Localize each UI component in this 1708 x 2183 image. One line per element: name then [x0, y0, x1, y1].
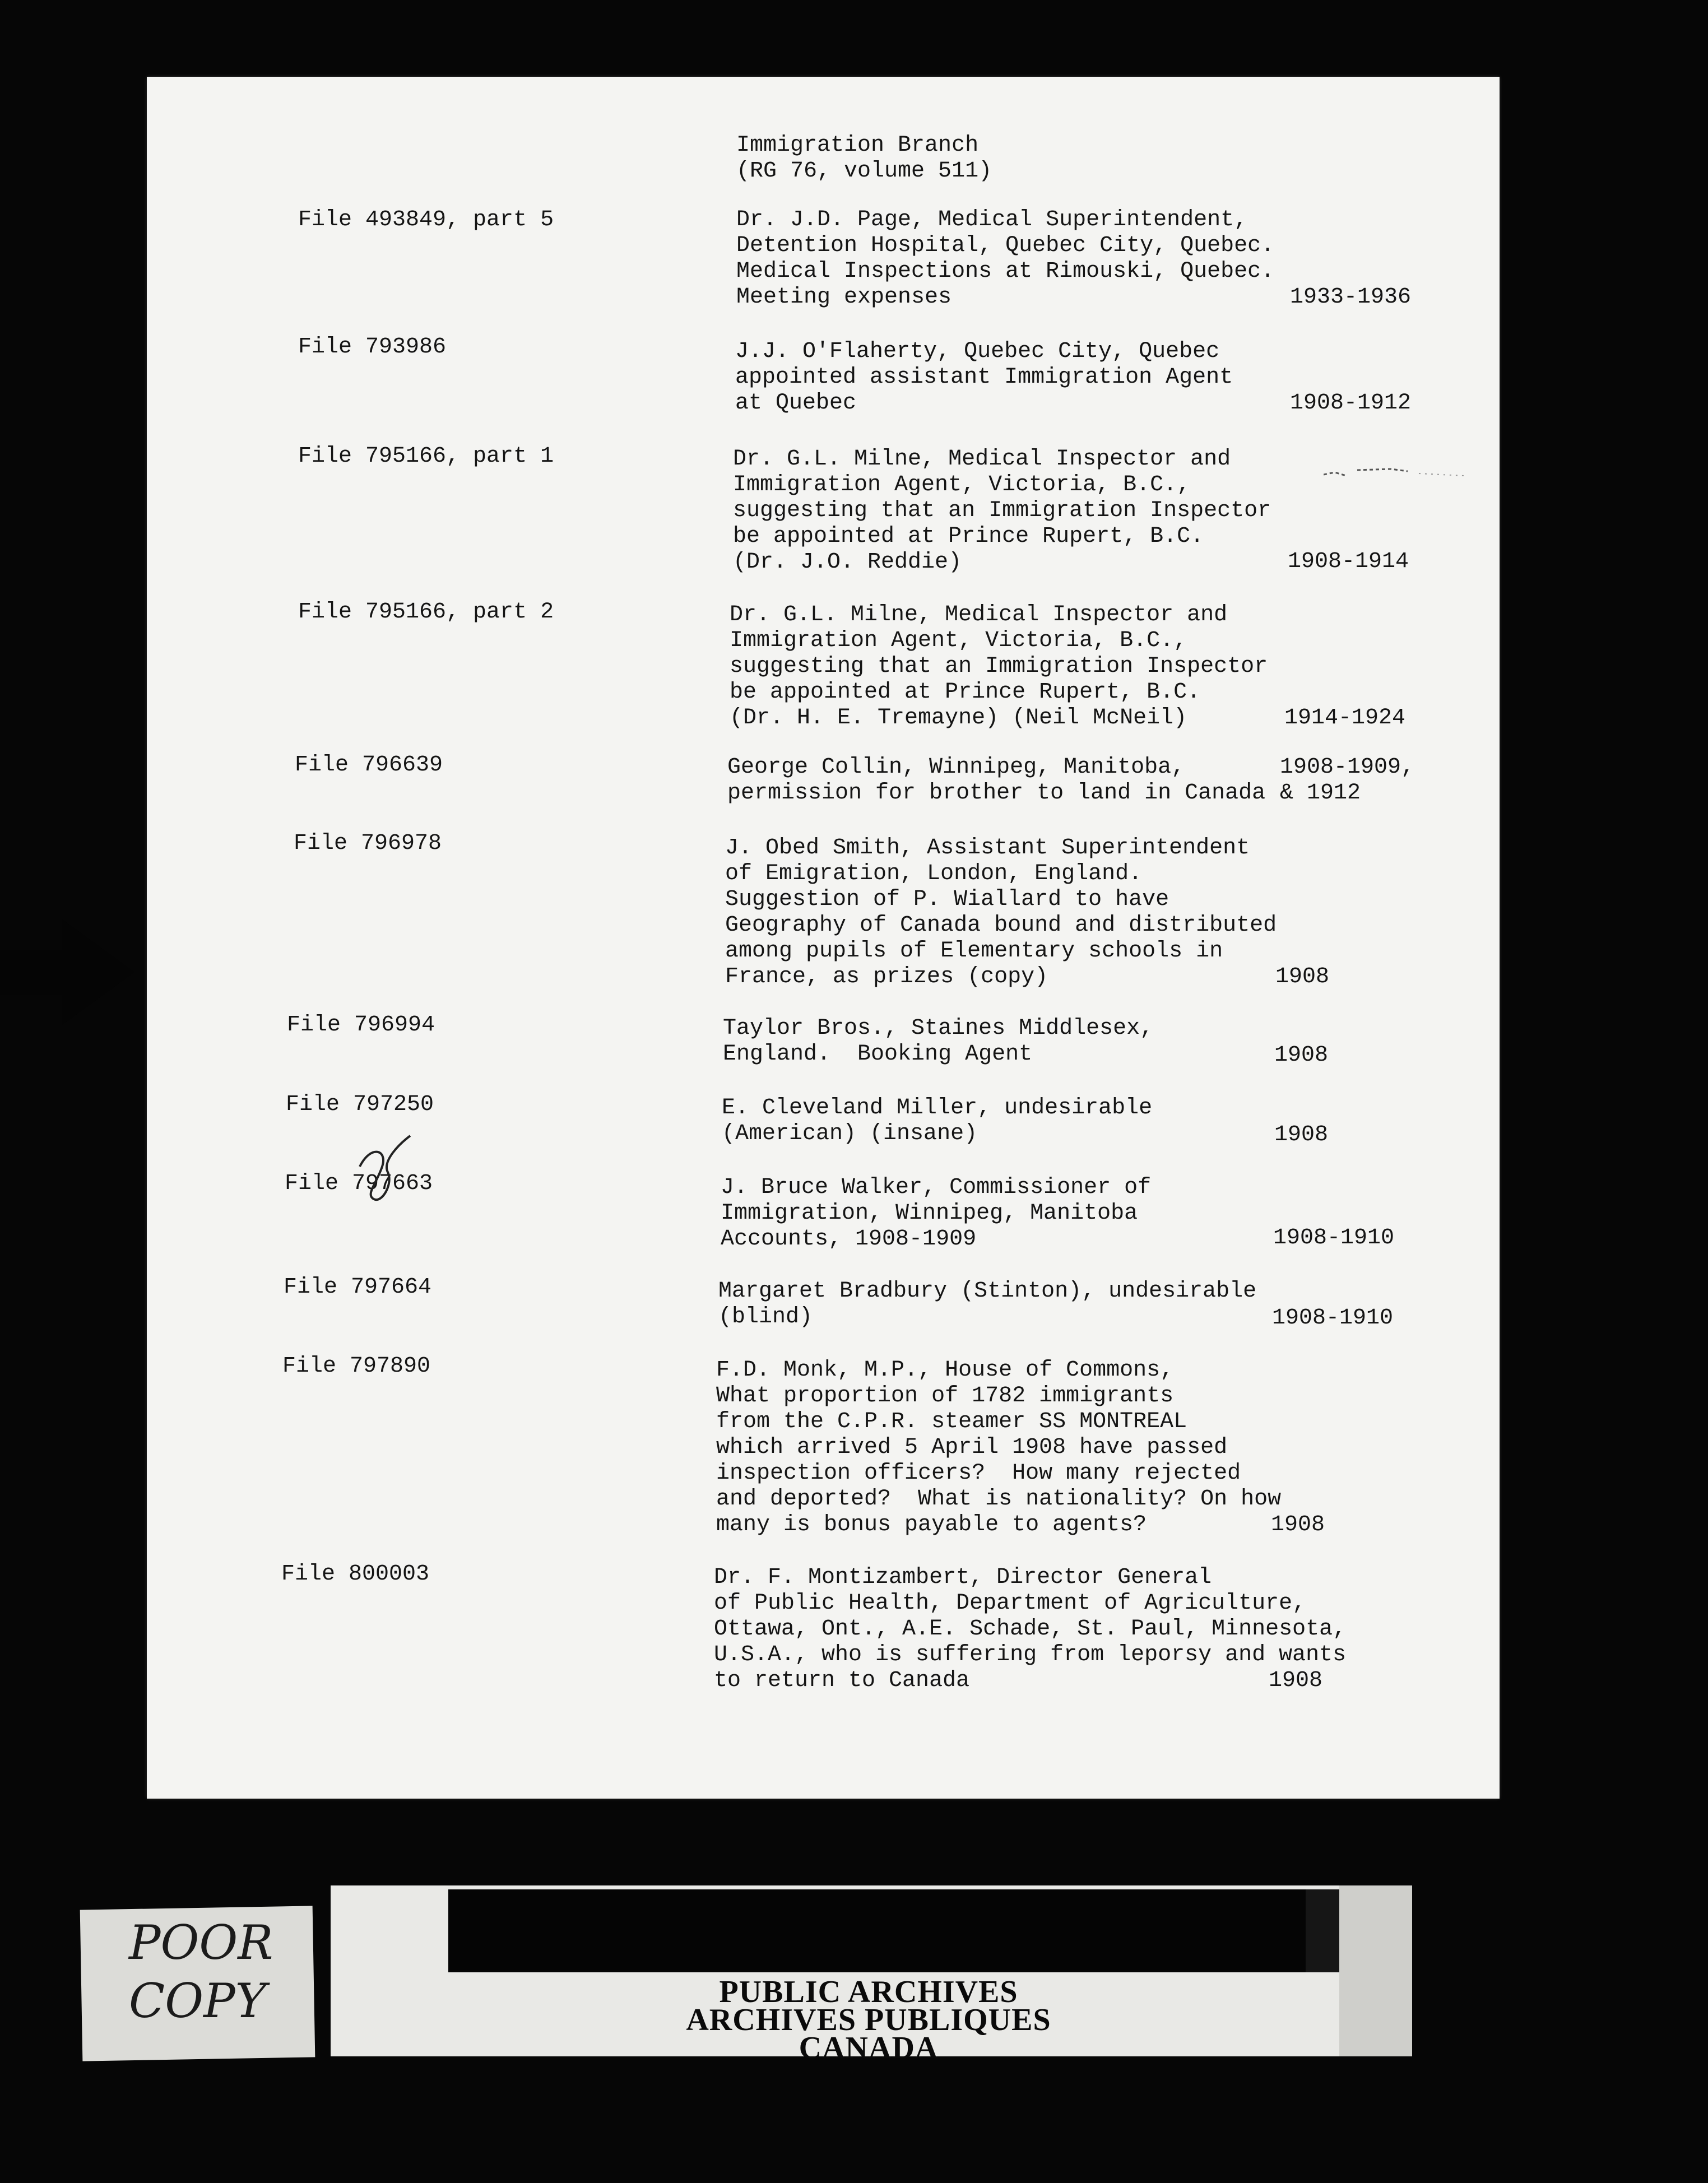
entry-dates: 1908	[1274, 1122, 1329, 1148]
entry-dates: 1908-1912	[1290, 391, 1412, 416]
entry-description: Dr. G.L. Milne, Medical Inspector and Immigration Agent, Victoria, B.C., suggesting that an Immigration Inspector be appointed at Prince Rupert, B.C. (Dr. H. E. Tremayne) (Neil McNeil)	[730, 602, 1268, 731]
handwritten-mark-icon	[349, 1133, 416, 1206]
entry-dates: 1908	[1274, 1043, 1329, 1068]
archive-label-edge	[1339, 1885, 1412, 2056]
note-line-2: COPY	[129, 1973, 267, 2028]
entry-description: Margaret Bradbury (Stinton), undesirable (blind)	[718, 1279, 1257, 1330]
entry-file-number: File 797663	[285, 1171, 433, 1196]
entry-file-number: File 796994	[287, 1012, 435, 1038]
entry-file-number: File 797250	[286, 1092, 434, 1117]
entry-description: J. Obed Smith, Assistant Superintendent of Emigration, London, England. Suggestion of P. Wiallard to have Geography of Canada bound and distributed among pupils of Elementary schools in France, as prizes (copy)	[725, 835, 1277, 990]
entry-description: F.D. Monk, M.P., House of Commons, What proportion of 1782 immigrants from the C.P.R. steamer SS MONTREAL which arrived 5 April 1908 have passed inspection officers? How many rejected and deported? What is nationality? On how many is bonus payable to agents?	[716, 1358, 1282, 1538]
entry-dates: 1908	[1275, 964, 1330, 990]
header-volume: (RG 76, volume 511)	[736, 159, 992, 184]
stamp-line-french: ARCHIVES PUBLIQUES	[686, 2003, 1051, 2037]
archives-stamp	[616, 1975, 1121, 2065]
entry-description: J.J. O'Flaherty, Quebec City, Quebec appointed assistant Immigration Agent at Quebec	[735, 339, 1233, 416]
entry-file-number: File 795166, part 2	[298, 600, 554, 625]
entry-description: Dr. J.D. Page, Medical Superintendent, Detention Hospital, Quebec City, Quebec. Medical Inspections at Rimouski, Quebec. Meeting expenses	[736, 207, 1275, 310]
entry-file-number: File 797890	[282, 1354, 431, 1379]
entry-description: Dr. F. Montizambert, Director General of Public Health, Department of Agriculture, Ottawa, Ont., A.E. Schade, St. Paul, Minnesota, U.S.A., who is suffering from leporsy and wants to return to Canada	[714, 1565, 1347, 1693]
note-line-1: POOR	[129, 1915, 273, 1970]
entry-dates: 1908-1910	[1272, 1306, 1394, 1331]
entry-dates: 1933-1936	[1290, 285, 1412, 310]
entry-dates: 1908	[1269, 1668, 1323, 1693]
entry-file-number: File 797664	[284, 1275, 432, 1300]
header-branch: Immigration Branch	[736, 133, 979, 158]
archive-label-shadow	[1306, 1889, 1339, 1972]
entry-file-number: File 796639	[295, 753, 443, 778]
entry-file-number: File 800003	[281, 1562, 430, 1587]
stamp-line-country: CANADA	[799, 2031, 939, 2065]
entry-dates: 1908	[1271, 1512, 1325, 1538]
entry-description: E. Cleveland Miller, undesirable (American) (insane)	[722, 1095, 1153, 1146]
entry-dates: 1914-1924	[1284, 705, 1406, 731]
entry-file-number: File 795166, part 1	[298, 444, 554, 469]
entry-dates: 1908-1910	[1273, 1225, 1395, 1251]
stamp-line-english: PUBLIC ARCHIVES	[719, 1975, 1018, 2009]
document-header	[736, 133, 992, 184]
entry-description: Taylor Bros., Staines Middlesex, England. Booking Agent	[723, 1016, 1154, 1067]
entry-dates: 1908-1909, & 1912	[1280, 755, 1415, 806]
entry-dates: 1908-1914	[1288, 549, 1409, 574]
pointer-arrow-icon	[0, 919, 134, 1025]
paper-specks-icon	[1324, 463, 1469, 486]
entry-file-number: File 493849, part 5	[298, 207, 554, 233]
archive-label-dark-band	[448, 1889, 1306, 1972]
entry-file-number: File 793986	[298, 335, 447, 360]
poor-copy-note	[129, 1913, 273, 2030]
entry-description: George Collin, Winnipeg, Manitoba, permission for brother to land in Canada	[727, 755, 1266, 806]
entry-description: J. Bruce Walker, Commissioner of Immigration, Winnipeg, Manitoba Accounts, 1908-1909	[721, 1175, 1152, 1252]
entry-file-number: File 796978	[294, 831, 442, 856]
entry-description: Dr. G.L. Milne, Medical Inspector and Immigration Agent, Victoria, B.C., suggesting that an Immigration Inspector be appointed at Prince Rupert, B.C. (Dr. J.O. Reddie)	[733, 447, 1271, 575]
document-page	[147, 77, 1500, 1799]
